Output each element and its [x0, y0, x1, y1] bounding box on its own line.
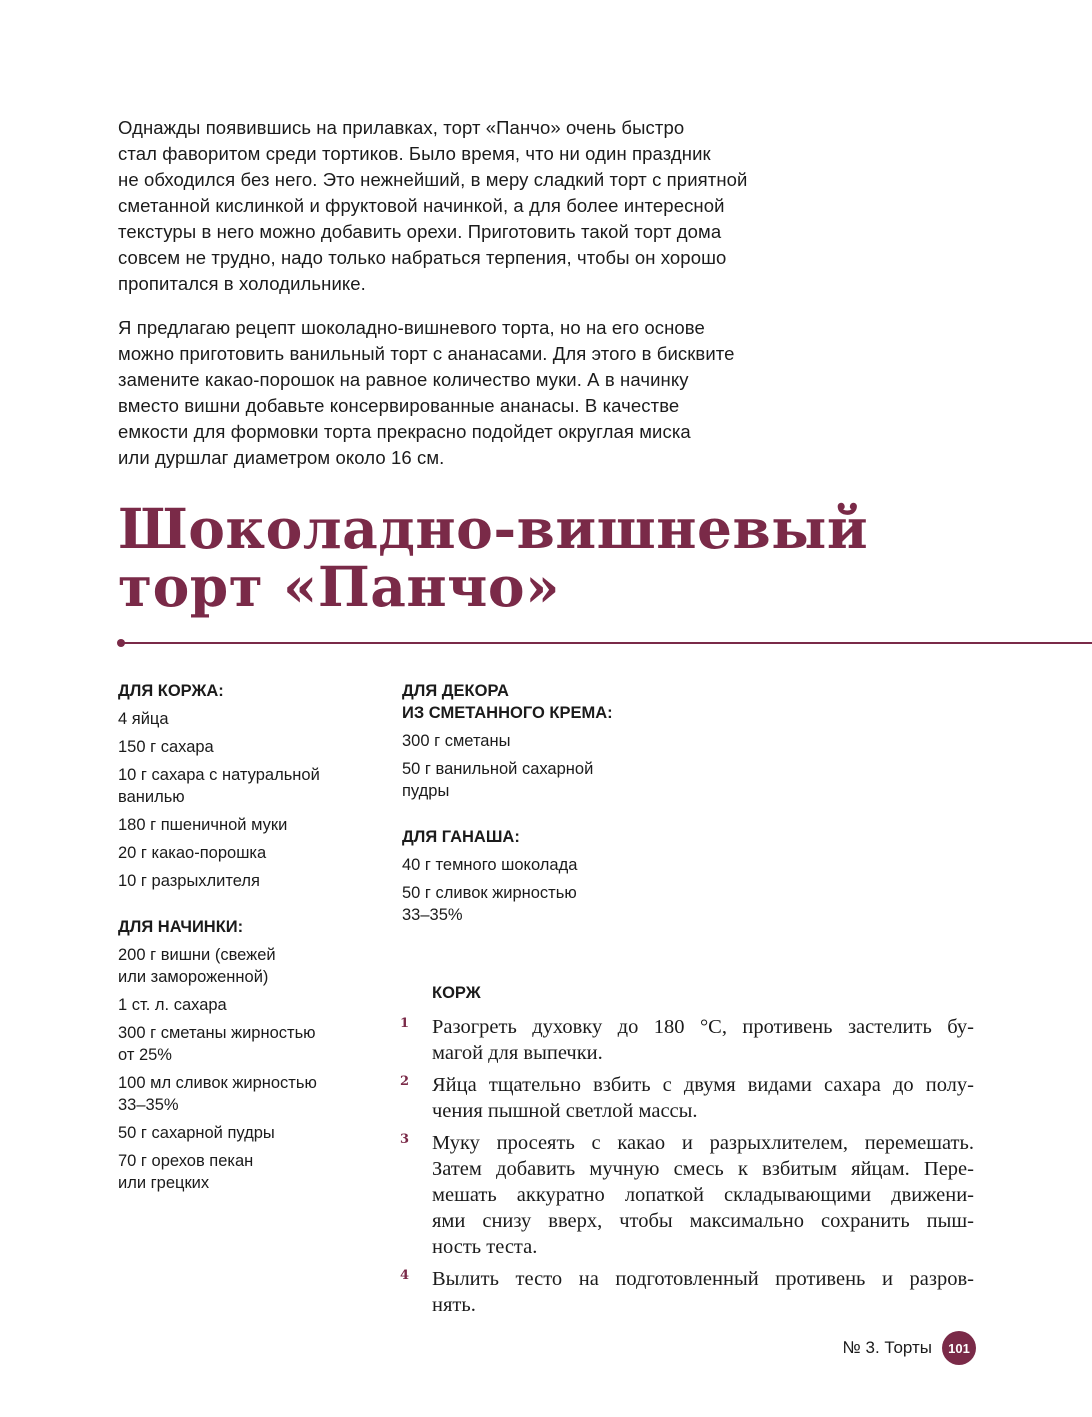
text-line: замените какао-порошок на равное количество муки. А в начинку	[118, 369, 689, 390]
ingredient-line: 150 г сахара	[118, 738, 214, 756]
intro-paragraph-2	[118, 315, 838, 471]
step-text	[432, 1266, 974, 1318]
text-line: сметанной кислинкой и фруктовой начинкой, а для более интересной	[118, 195, 725, 216]
ingredient-group-korzh	[118, 680, 378, 892]
recipe-title	[118, 496, 869, 619]
step-line: нять.	[432, 1294, 476, 1316]
step-line: Затем добавить мучную смесь к взбитым яйцам. Пере-	[432, 1158, 974, 1180]
ingredient-group-dekor	[402, 680, 662, 802]
ingredient-group-nachinka	[118, 916, 378, 1194]
heading-line: ДЛЯ ДЕКОРА	[402, 682, 509, 700]
group-heading	[402, 826, 662, 848]
ingredient-line: 33–35%	[402, 906, 463, 924]
heading-line: ДЛЯ НАЧИНКИ:	[118, 918, 244, 936]
intro-paragraph-1	[118, 115, 838, 297]
ingredients-right-column	[402, 680, 662, 950]
step-line: ями снизу вверх, чтобы максимально сохранить пыш-	[432, 1210, 974, 1232]
group-heading	[118, 680, 378, 702]
ingredient-line: 50 г сахарной пудры	[118, 1124, 275, 1142]
ingredient-line: 1 ст. л. сахара	[118, 996, 227, 1014]
ingredient-line: от 25%	[118, 1046, 172, 1064]
text-line: емкости для формовки торта прекрасно подойдет округлая миска	[118, 421, 691, 442]
heading-line: ИЗ СМЕТАННОГО КРЕМА:	[402, 704, 613, 722]
step-line: мешать аккуратно лопаткой складывающими движени-	[432, 1184, 974, 1206]
text-line: совсем не трудно, надо только набраться терпения, чтобы он хорошо	[118, 247, 727, 268]
divider-dot	[117, 639, 125, 647]
text-line: вместо вишни добавьте консервированные ананасы. В качестве	[118, 395, 680, 416]
step-item	[400, 1072, 974, 1124]
page-footer	[843, 1333, 976, 1363]
ingredient-line: 300 г сметаны	[402, 732, 511, 750]
ingredient-line: 33–35%	[118, 1096, 179, 1114]
title-line: торт «Панчо»	[118, 554, 560, 619]
step-text	[432, 1072, 974, 1124]
ingredient-item	[118, 944, 378, 988]
text-line: Однажды появившись на прилавках, торт «Панчо» очень быстро	[118, 117, 685, 138]
group-heading	[402, 680, 662, 724]
ingredient-item	[118, 842, 378, 864]
text-line: стал фаворитом среди тортиков. Было время, что ни один праздник	[118, 143, 711, 164]
step-item	[400, 1266, 974, 1318]
ingredient-item	[118, 1150, 378, 1194]
ingredient-item	[402, 758, 662, 802]
ingredient-item	[118, 764, 378, 808]
step-line: чения пышной светлой массы.	[432, 1100, 698, 1122]
ingredient-item	[402, 854, 662, 876]
step-item	[400, 1130, 974, 1260]
text-line: можно приготовить ванильный торт с ананасами. Для этого в бисквите	[118, 343, 735, 364]
ingredients-left-column	[118, 680, 378, 1218]
ingredient-line: 180 г пшеничной муки	[118, 816, 288, 834]
ingredient-line: или замороженной)	[118, 968, 269, 986]
ingredient-line: 50 г ванильной сахарной	[402, 760, 594, 778]
ingredient-line: 50 г сливок жирностью	[402, 884, 577, 902]
ingredient-line: 4 яйца	[118, 710, 169, 728]
intro-text	[118, 115, 838, 489]
heading-line: ДЛЯ КОРЖА:	[118, 682, 224, 700]
ingredient-line: 20 г какао-порошка	[118, 844, 267, 862]
step-number: 1	[400, 1016, 410, 1031]
ingredient-item	[118, 870, 378, 892]
ingredient-item	[402, 882, 662, 926]
step-number: 3	[400, 1132, 410, 1147]
ingredient-line: или грецких	[118, 1174, 210, 1192]
page-number-badge: 101	[942, 1331, 976, 1365]
text-line: пропитался в холодильнике.	[118, 273, 366, 294]
step-line: Разогреть духовку до 180 °С, противень застелить бу-	[432, 1016, 974, 1038]
step-line: ность теста.	[432, 1236, 538, 1258]
step-line: магой для выпечки.	[432, 1042, 603, 1064]
ingredient-line: 10 г разрыхлителя	[118, 872, 260, 890]
ingredient-item	[118, 736, 378, 758]
step-number: 4	[400, 1268, 410, 1283]
section-label: № 3. Торты	[842, 1338, 932, 1357]
title-divider	[122, 642, 1092, 644]
ingredient-line: 10 г сахара с натуральной	[118, 766, 320, 784]
ingredient-line: 70 г орехов пекан	[118, 1152, 254, 1170]
ingredient-item	[118, 814, 378, 836]
ingredient-line: ванилью	[118, 788, 185, 806]
title-line: Шоколадно-вишневый	[118, 496, 869, 561]
text-line: Я предлагаю рецепт шоколадно-вишневого торта, но на его основе	[118, 317, 705, 338]
ingredient-line: 300 г сметаны жирностью	[118, 1024, 316, 1042]
ingredient-item	[118, 994, 378, 1016]
step-text	[432, 1014, 974, 1066]
text-line: текстуры в него можно добавить орехи. Приготовить такой торт дома	[118, 221, 722, 242]
ingredient-line: 40 г темного шоколада	[402, 856, 578, 874]
ingredient-item	[118, 1072, 378, 1116]
text-line: не обходился без него. Это нежнейший, в меру сладкий торт с приятной	[118, 169, 748, 190]
ingredient-line: 200 г вишни (свежей	[118, 946, 276, 964]
ingredient-line: 100 мл сливок жирностью	[118, 1074, 317, 1092]
step-line: Муку просеять с какао и разрыхлителем, перемешать.	[432, 1132, 974, 1154]
ingredient-item	[118, 708, 378, 730]
step-text	[432, 1130, 974, 1260]
ingredient-item	[118, 1122, 378, 1144]
text-line: или дуршлаг диаметром около 16 см.	[118, 447, 445, 468]
step-item	[400, 1014, 974, 1066]
steps-section	[400, 982, 974, 1324]
heading-line: ДЛЯ ГАНАША:	[402, 828, 520, 846]
step-line: Яйца тщательно взбить с двумя видами сахара до полу-	[432, 1074, 974, 1096]
ingredient-item	[402, 730, 662, 752]
step-number: 2	[400, 1074, 410, 1089]
ingredient-line: пудры	[402, 782, 450, 800]
step-line: Вылить тесто на подготовленный противень и разров-	[432, 1268, 974, 1290]
group-heading	[118, 916, 378, 938]
ingredient-group-ganash	[402, 826, 662, 926]
steps-heading: КОРЖ	[432, 984, 481, 1002]
ingredient-item	[118, 1022, 378, 1066]
